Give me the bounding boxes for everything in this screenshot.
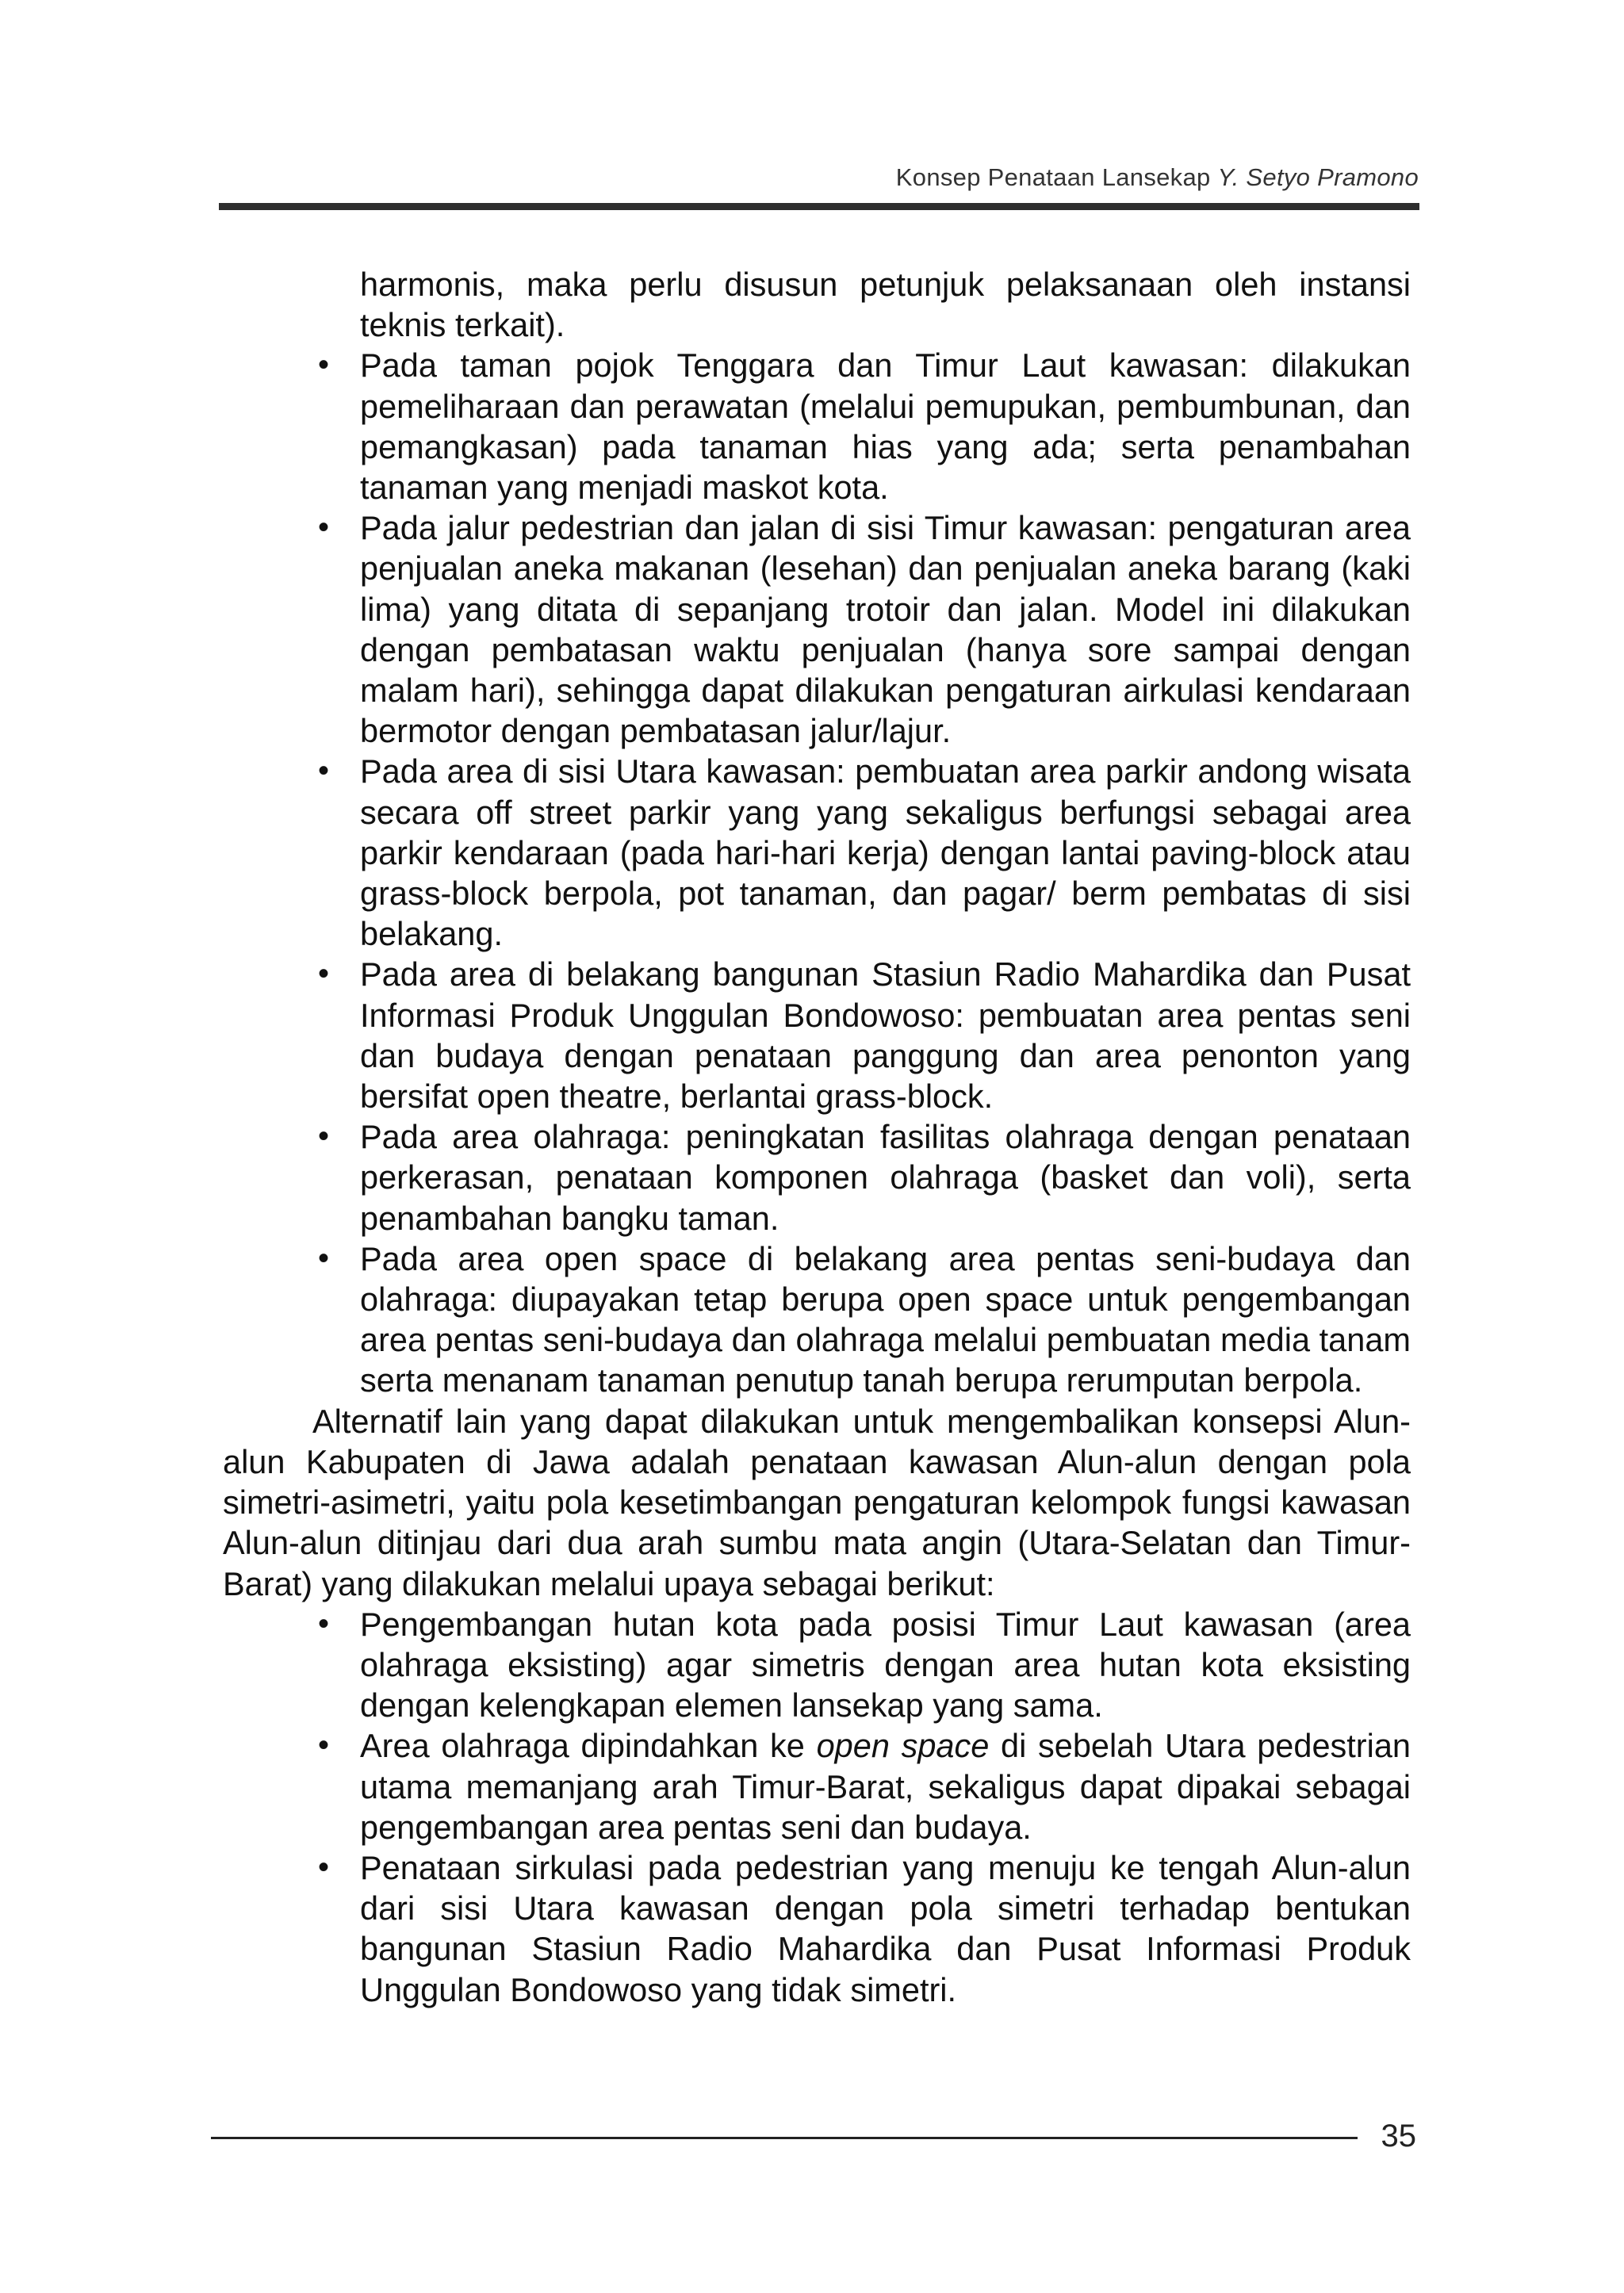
list-item-text-part: Area olahraga dipindahkan ke [360,1727,817,1765]
list-item [318,345,1411,507]
list-item-text: Pengembangan hutan kota pada posisi Timur Laut kawasan (area olahraga eksisting) agar simetris dengan area hutan kota eksisting dengan kelengkapan elemen lansekap yang sama. [360,1605,1411,1725]
list-item [318,954,1411,1116]
page-number: 35 [1381,2119,1416,2153]
list-item-text: Pada taman pojok Tenggara dan Timur Laut kawasan: dilakukan pemeliharaan dan perawatan (melalui pemupukan, pembumbunan, dan pemangkasan) pada tanaman hias yang ada; serta penambahan tanaman yang menjadi maskot kota. [360,346,1411,507]
list-item-text: Pada area di sisi Utara kawasan: pembuatan area parkir andong wisata secara off street parkir yang yang sekaligus berfungsi sebagai area parkir kendaraan (pada hari-hari kerja) dengan lantai paving-block atau grass-block berpola, pot tanaman, dan pagar/ berm pembatas di sisi belakang. [360,752,1411,953]
running-header [896,163,1419,192]
bullet-list-1 [223,345,1411,1400]
list-item-text: Pada area olahraga: peningkatan fasilitas olahraga dengan penataan perkerasan, penataan komponen olahraga (basket dan voli), serta penambahan bangku taman. [360,1118,1411,1237]
list-item [318,1847,1411,2010]
bullet-icon: • [318,1119,330,1154]
bullet-icon: • [318,1606,330,1641]
header-author: Y. Setyo Pramono [1217,163,1419,191]
bullet-icon: • [318,956,330,992]
list-item [318,1116,1411,1238]
list-item [318,1238,1411,1401]
bullet-icon: • [318,347,330,383]
continuation-paragraph: harmonis, maka perlu disusun petunjuk pelaksanaan oleh instansi teknis terkait). [360,266,1411,344]
bullet-icon: • [318,1240,330,1276]
header-rule [219,203,1419,210]
list-item-text-part: di sebelah Utara pedestrian utama memanjang arah Timur-Barat, sekaligus dapat dipakai sebagai pengembangan area pentas seni dan budaya. [360,1727,1411,1846]
body-paragraph: Alternatif lain yang dapat dilakukan untuk mengembalikan konsepsi Alun-alun Kabupaten di Jawa adalah penataan kawasan Alun-alun dengan pola simetri-asimetri, yaitu pola kesetimbangan pengaturan kelompok fungsi kawasan Alun-alun ditinjau dari dua arah sumbu mata angin (Utara-Selatan dan Timur-Barat) yang dilakukan melalui upaya sebagai berikut: [223,1402,1411,1602]
bullet-icon: • [318,1728,330,1763]
list-item [318,751,1411,954]
list-item-text: Pada area open space di belakang area pentas seni-budaya dan olahraga: diupayakan tetap berupa open space untuk pengembangan area pentas seni-budaya dan olahraga melalui pembuatan media tanam serta menanam tanaman penutup tanah berupa rerumputan berpola. [360,1239,1411,1399]
header-title: Konsep Penataan Lansekap [895,163,1211,191]
list-item-text: Pada area di belakang bangunan Stasiun Radio Mahardika dan Pusat Informasi Produk Unggulan Bondowoso: pembuatan area pentas seni dan budaya dengan penataan panggung dan area penonton yang bersifat open theatre, berlantai grass-block. [360,955,1411,1116]
list-item-emphasis: open space [816,1727,990,1765]
list-item [318,507,1411,751]
footer-rule [211,2137,1358,2139]
list-item [318,1604,1411,1726]
list-item [318,1725,1411,1847]
bullet-list-2 [223,1604,1411,2010]
bullet-icon: • [318,510,330,545]
body-text [223,264,1411,2010]
bullet-icon: • [318,1849,330,1885]
list-item-text: Penataan sirkulasi pada pedestrian yang menuju ke tengah Alun-alun dari sisi Utara kawasan dengan pola simetri terhadap bentukan bangunan Stasiun Radio Mahardika dan Pusat Informasi Produk Unggulan Bondowoso yang tidak simetri. [360,1848,1411,2008]
bullet-icon: • [318,753,330,789]
list-item-text: Pada jalur pedestrian dan jalan di sisi Timur kawasan: pengaturan area penjualan aneka makanan (lesehan) dan penjualan aneka barang (kaki lima) yang ditata di sepanjang trotoir dan jalan. Model ini dilakukan dengan pembatasan waktu penjualan (hanya sore sampai dengan malam hari), sehingga dapat dilakukan pengaturan airkulasi kendaraan bermotor dengan pembatasan jalur/lajur. [360,509,1411,750]
